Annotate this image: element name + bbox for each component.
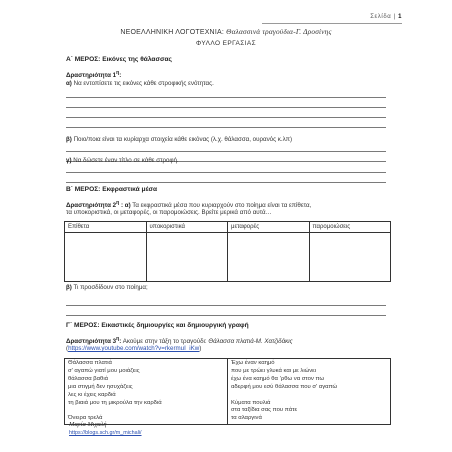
question-c-text: Να δώσετε έναν τίτλο σε κάθε στροφή. [71, 157, 179, 164]
song-lyrics-table [64, 358, 391, 425]
lyric-line: έχω ένα καημό θα ’ρθω να στον πω [231, 375, 325, 382]
page-number: 1 [398, 14, 402, 20]
answer-lines-part-b[interactable] [66, 296, 386, 316]
part-b-question-b [66, 284, 148, 291]
lyric-line: σ' αγαπώ γιατί μου μοιάζεις [68, 367, 140, 374]
document-title [0, 27, 452, 36]
lyric-line: αδερφή μου εσύ θάλασσα που σ' αγαπώ [231, 383, 338, 390]
blog-link[interactable]: https://blogs.sch.gr/m_michali/ [69, 430, 142, 436]
lyrics-row [65, 359, 391, 425]
title-prefix: ΝΕΟΕΛΛΗΝΙΚΗ ΛΟΓΟΤΕΧΝΙΑ: [120, 29, 227, 36]
question-b-letter: β) [66, 136, 72, 143]
part-b-instruction-1 [66, 200, 311, 209]
header-rule [262, 23, 402, 24]
col-metaphors: μεταφορές [228, 222, 310, 233]
part-b-q-b-letter: β) [66, 284, 72, 291]
song-title: Θάλασσα πλατιά-Μ. Χατζιδάκις [208, 338, 293, 346]
lyric-line [231, 392, 387, 400]
part-b-q-b-text: Τι προσδίδουν στο ποίημα; [71, 284, 148, 291]
answer-cell-metaphors[interactable] [228, 233, 310, 282]
lyrics-left-column [65, 359, 228, 425]
answer-cell-diminutives[interactable] [146, 233, 228, 282]
activity-1-sup: η [116, 70, 120, 76]
lyric-line: λες κι έχεις καρδιά [68, 391, 116, 398]
part-b-instruction-2: τα υποκοριστικά, οι μεταφορές, οι παρομοιώσεις. Βρείτε μερικά από αυτά… [66, 209, 272, 216]
activity-2-sup: η [116, 200, 120, 206]
col-diminutives: υποκοριστικά [146, 222, 228, 233]
lyric-line: στα ταξίδια σας που πάτε [231, 407, 298, 414]
author-signature: Μαρία Μιχαλή [69, 421, 107, 428]
question-a-letter: α) [66, 80, 72, 87]
lyric-line: θάλασσα βαθιά [68, 375, 109, 382]
answer-lines-a[interactable] [66, 88, 386, 128]
activity-3-text: Ακούμε στην τάξη το τραγούδι: [121, 338, 209, 346]
song-link-line [66, 345, 201, 352]
lyric-line: τα αλαργινά [231, 415, 262, 422]
question-a-text: Να εντοπίσετε τις εικόνες κάθε στροφικής ενότητας. [71, 80, 214, 87]
activity-3-label: Δραστηριότητα 3 [66, 338, 117, 346]
lyric-line: που με τρώει γλυκά και με λιώνει [231, 367, 317, 374]
lyric-line: Έχω έναν καημό [231, 360, 275, 366]
lyric-line: τη βιαιά μου τη μικρούλα την καρδιά [68, 399, 162, 406]
col-adjectives: Επίθετα [65, 222, 147, 233]
activity-1-colon: : [119, 72, 122, 80]
question-b-text: Ποιο/ποια είναι τα κυρίαρχα στοιχεία κάθε εικόνας (λ.χ. θάλασσα, ουρανός κ.λπ) [71, 136, 293, 143]
answer-cell-similes[interactable] [309, 233, 391, 282]
title-poem: Θαλασσινά τραγούδια-Γ. Δροσίνης [226, 27, 332, 36]
activity-2-label: Δραστηριότητα 2 [66, 202, 117, 210]
table-header-row [65, 222, 391, 233]
link-open-paren: ( [66, 345, 69, 352]
part-c-heading: Γ΄ ΜΕΡΟΣ: Εικαστικές δημιουργίες και δημιουργική γραφή [66, 322, 249, 329]
page-word: Σελίδα [370, 14, 392, 20]
youtube-link[interactable]: https://www.youtube.com/watch?v=rkermuI_iKw [68, 345, 200, 352]
part-a-heading: Α΄ ΜΕΡΟΣ: Εικόνες της θάλασσας [66, 56, 172, 63]
link-close-paren: ) [199, 345, 202, 352]
activity-2-text-1: Τα εκφραστικά μέσα που κυριαρχούν στο ποίημα είναι τα επίθετα, [130, 202, 312, 210]
activity-2-colon: : α) [119, 202, 131, 210]
expressive-means-table [64, 221, 391, 282]
part-a-question-a [66, 80, 214, 87]
table-answer-row [65, 233, 391, 282]
part-b-heading: Β΄ ΜΕΡΟΣ: Εκφραστικά μέσα [66, 186, 158, 193]
lyrics-right-column [228, 359, 391, 425]
answer-cell-adjectives[interactable] [65, 233, 147, 282]
answer-lines-c[interactable] [66, 163, 386, 183]
part-a-activity [66, 70, 121, 79]
activity-3-sup: η [116, 336, 120, 342]
activity-1-label: Δραστηριότητα 1 [66, 72, 117, 80]
lyric-line: Θάλασσα πλατιά [68, 360, 112, 366]
page-indicator: Σελίδα | 1 [370, 14, 402, 20]
col-similes: παρομοιώσεις [309, 222, 391, 233]
part-c-instruction [66, 336, 293, 345]
lyric-line: μια στιγμή δεν ησυχάζεις [68, 383, 133, 390]
worksheet-title: ΦΥΛΛΟ ΕΡΓΑΣΙΑΣ [195, 40, 256, 47]
lyric-line: Όνειρα τρελά [68, 415, 103, 422]
activity-3-colon: : [119, 338, 122, 346]
lyric-line: Κύματα πουλιά [231, 399, 271, 406]
question-c-letter: γ) [66, 157, 72, 164]
